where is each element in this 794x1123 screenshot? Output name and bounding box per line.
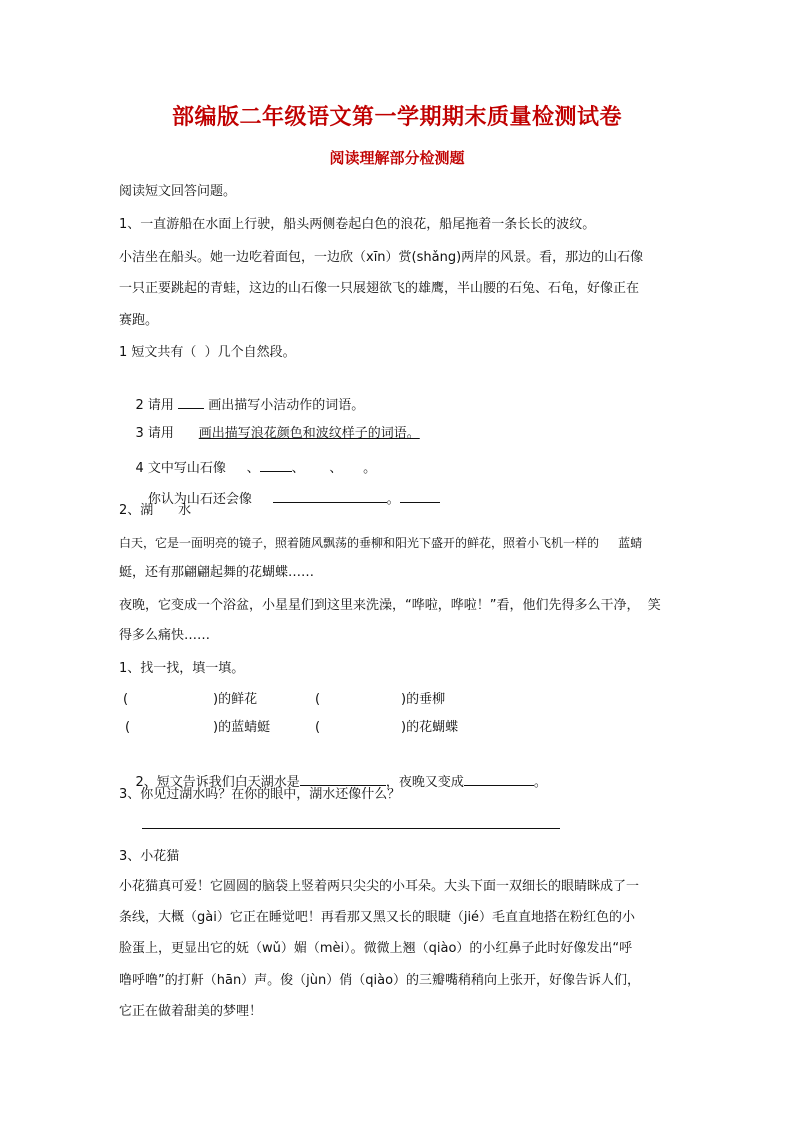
- passage2-line2: 蜓，还有那翩翩起舞的花蝴蝶……: [119, 565, 315, 580]
- passage3-line3: 脸蛋上，更显出它的妩（wǔ）媚（mèi）。微微上翘（qiào）的小红鼻子此时好像发出“呼: [119, 941, 633, 956]
- page-subtitle: 阅读理解部分检测题: [329, 149, 465, 167]
- question1-2-prefix: 2 请用: [135, 398, 179, 413]
- passage2-line4: 得多么痛快……: [119, 628, 211, 643]
- instruction: 阅读短文回答问题。: [119, 184, 237, 199]
- question1-1: 1 短文共有（ ）几个自然段。: [119, 345, 296, 360]
- answer-blank-3[interactable]: [300, 771, 386, 786]
- question1-4-comma: 、: [246, 461, 260, 476]
- answer-blank-4[interactable]: [464, 771, 534, 786]
- page-title: 部编版二年级语文第一学期期末质量检测试卷: [171, 104, 622, 130]
- passage3-line1: 小花猫真可爱！它圆圆的脑袋上竖着两只尖尖的小耳朵。大头下面一双细长的眼睛眯成了一: [119, 879, 640, 894]
- passage3-heading: 3、小花猫: [119, 849, 180, 864]
- answer-blank-2[interactable]: [273, 488, 387, 503]
- passage2-line1: 白天，它是一面明亮的镜子，照着随风飘荡的垂柳和阳光下盛开的鲜花，照着小飞机一样的 蓝蜻: [119, 536, 643, 550]
- paren-open-2[interactable]: (: [315, 692, 321, 707]
- question1-5-prefix: 你认为山石还会像: [135, 492, 273, 507]
- phrase-willow: )的垂柳: [401, 692, 446, 707]
- question2-3: 3、你见过湖水吗？在你的眼中，湖水还像什么？: [119, 787, 401, 802]
- question1-5-period: 。: [386, 492, 400, 507]
- paren-open-3[interactable]: (: [125, 720, 131, 735]
- question1-3-text: 画出描写浪花颜色和波纹样子的词语。: [198, 426, 420, 441]
- passage2-line3: 夜晚，它变成一个浴盆，小星星们到这里来洗澡，“哗啦，哗啦！”看，他们先得多么干净， 笑: [119, 598, 661, 613]
- paren-open-1[interactable]: (: [123, 692, 129, 707]
- question2-2-end: 。: [533, 775, 547, 790]
- question2-1: 1、找一找，填一填。: [119, 661, 245, 676]
- phrase-fresh-flowers: )的鲜花: [213, 692, 258, 707]
- paren-open-4[interactable]: (: [315, 720, 321, 735]
- phrase-butterfly: )的花蝴蝶: [401, 720, 459, 735]
- question1-3-prefix: 3 请用: [135, 426, 199, 441]
- passage1-line4: 赛跑。: [119, 313, 159, 328]
- question1-4-prefix: 4 文中写山石像: [135, 461, 247, 476]
- passage1-line1: 1、一直游船在水面上行驶，船头两侧卷起白色的浪花，船尾拖着一条长长的波纹。: [119, 217, 596, 232]
- passage1-line2: 小洁坐在船头。她一边吃着面包，一边欣（xīn）赏(shǎng)两岸的风景。看，那边的山石像: [119, 250, 644, 265]
- passage3-line4: 噜呼噜”的打鼾（hān）声。俊（jùn）俏（qiào）的三瓣嘴稍稍向上张开，好像告诉人们，: [119, 973, 641, 988]
- question1-4-rest: 、 、 。: [291, 461, 377, 476]
- passage1-line3: 一只正要跳起的青蛙，这边的山石像一只展翅欲飞的雄鹰，半山腰的石兔、石龟，好像正在: [119, 281, 640, 296]
- question2-2-prefix: 2、短文告诉我们白天湖水是: [135, 775, 300, 790]
- question2-2-mid: ，夜晚又变成: [385, 775, 464, 790]
- passage2-heading: 2、湖 水: [119, 503, 192, 518]
- answer-blank-2b[interactable]: [400, 488, 440, 503]
- passage3-line2: 条线，大概（gài）它正在睡觉吧！再看那又黑又长的眼睫（jié）毛直直地搭在粉红色的小: [119, 910, 636, 925]
- phrase-dragonfly: )的蓝蜻蜓: [213, 720, 271, 735]
- passage3-line5: 它正在做着甜美的梦哩！: [119, 1004, 263, 1019]
- answer-line[interactable]: [142, 828, 560, 829]
- question1-2-text: 画出描写小洁动作的词语。: [204, 398, 365, 413]
